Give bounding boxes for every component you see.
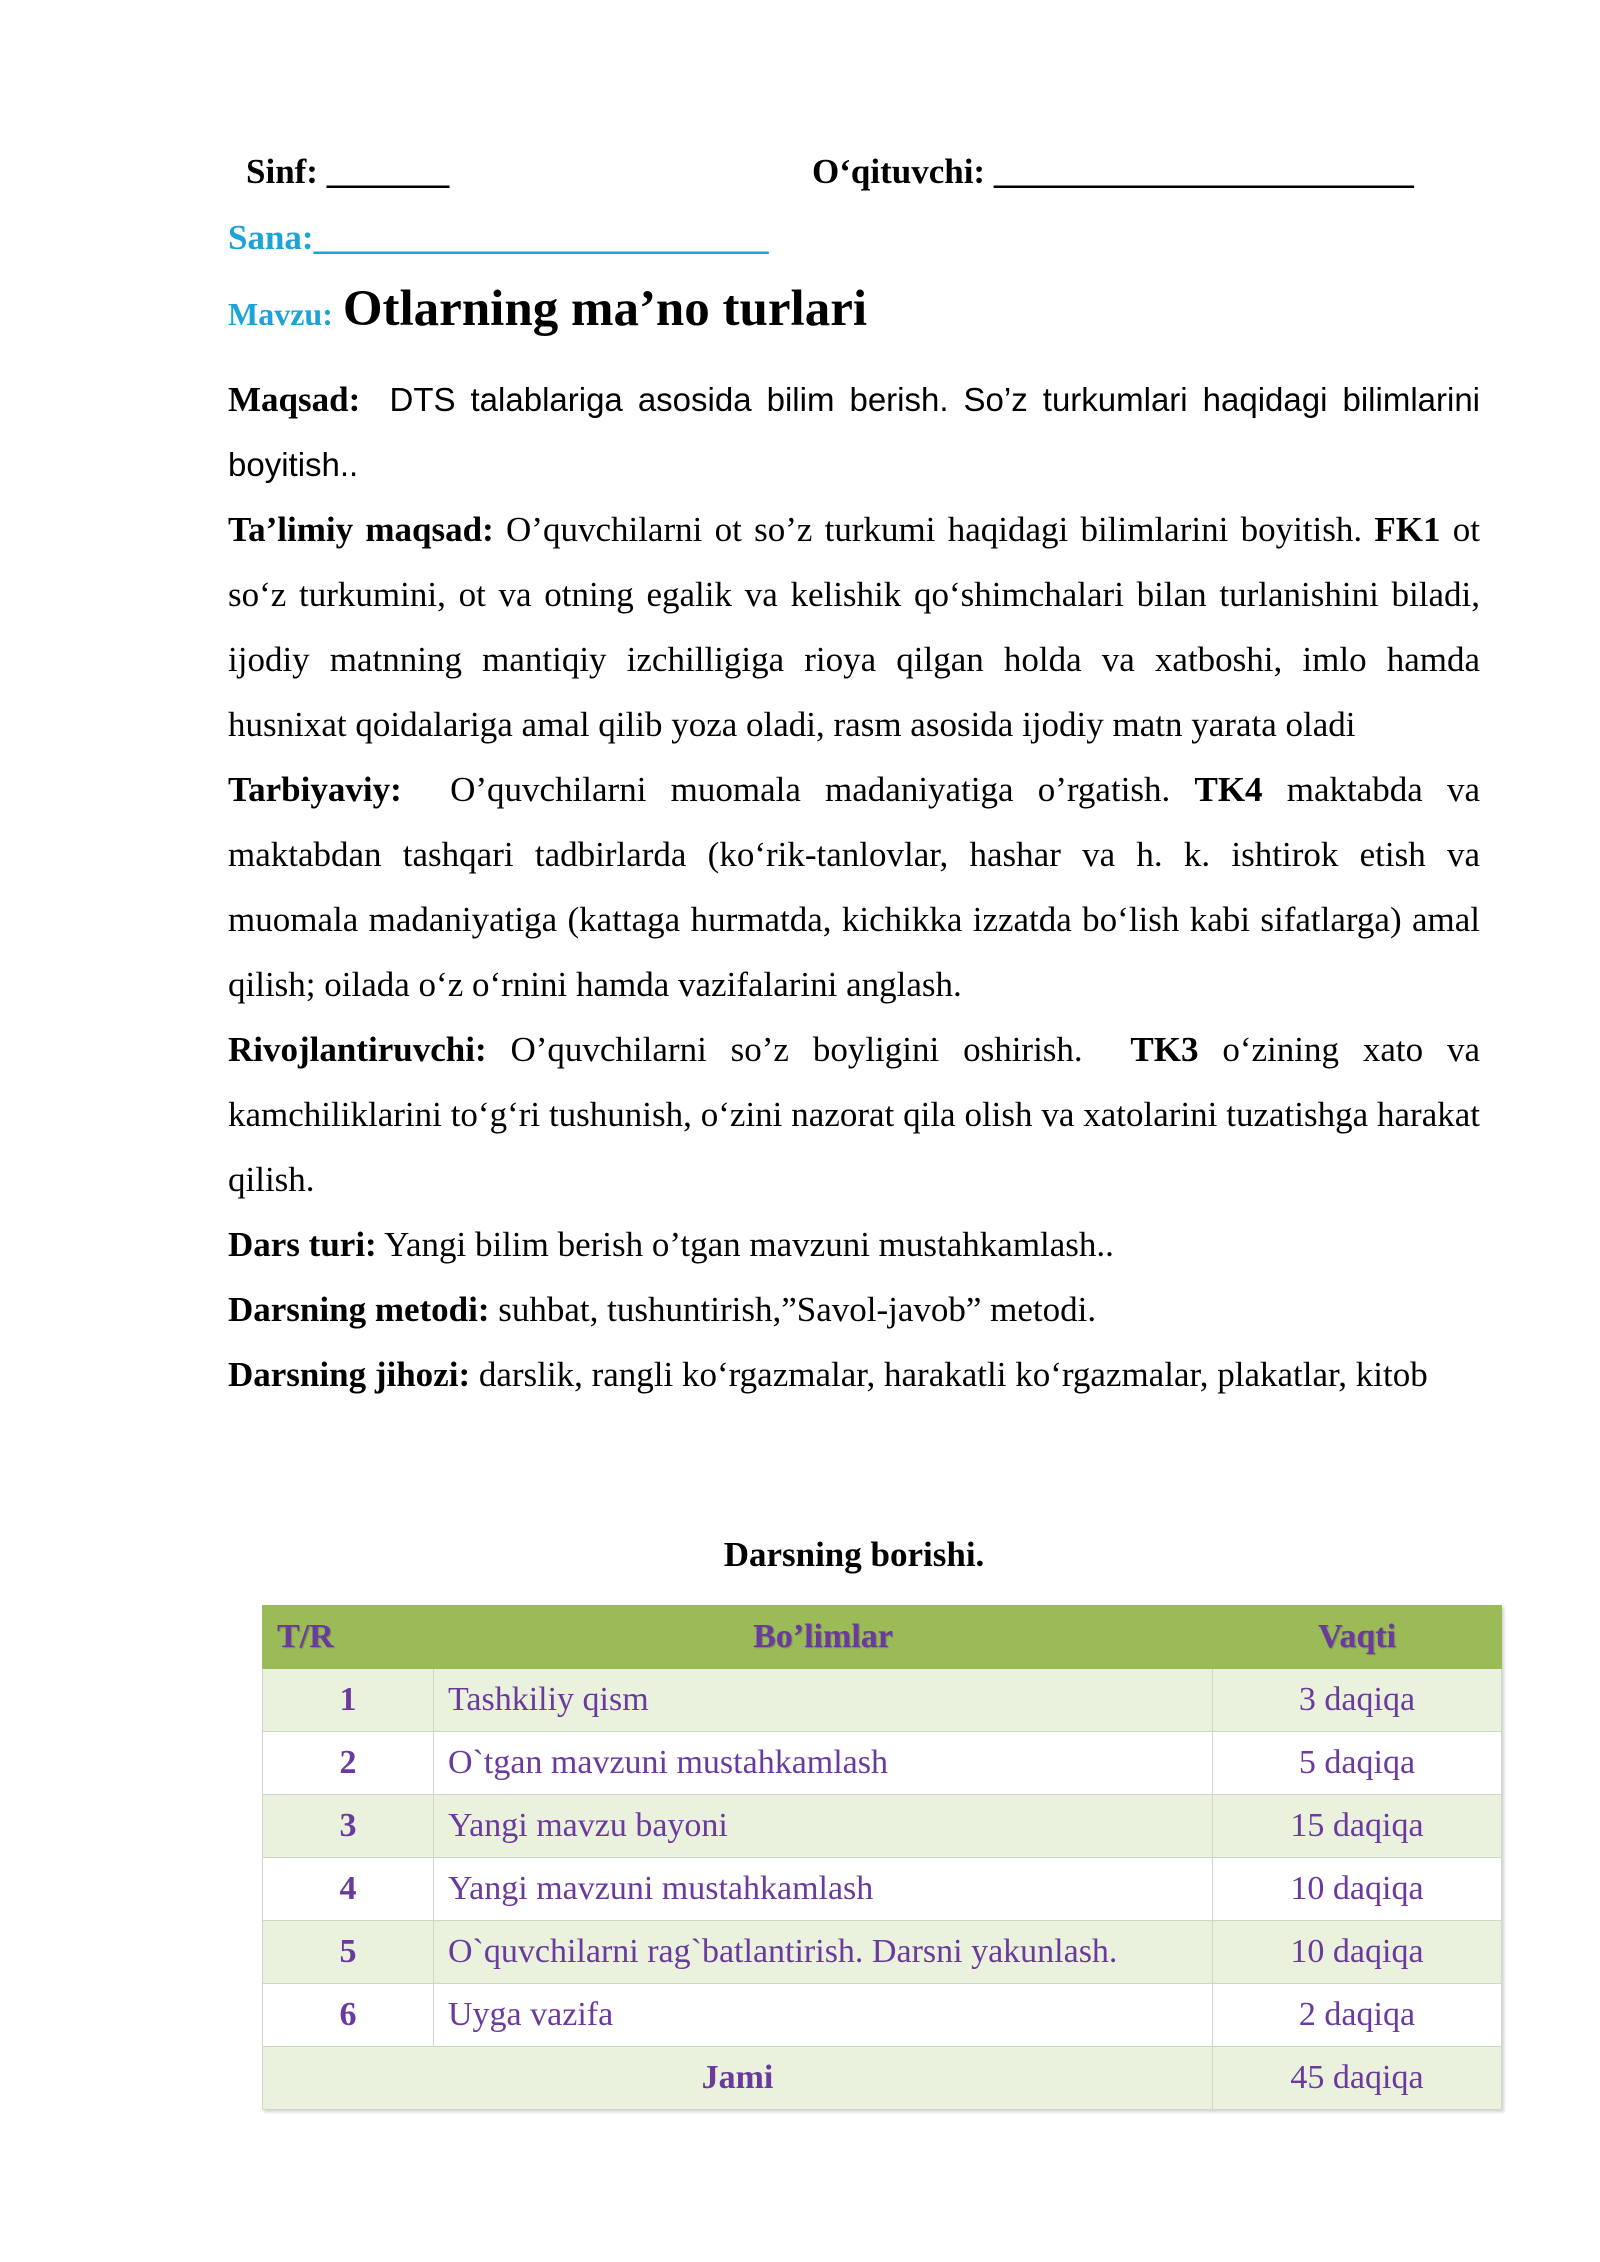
teacher-field: [812, 152, 1414, 192]
class-label: Sinf:: [246, 152, 318, 191]
educational-goal-label: Ta’limiy maqsad:: [228, 510, 494, 549]
row-time: 5 daqiqa: [1213, 1732, 1502, 1795]
lesson-type-label: Dars turi:: [228, 1225, 377, 1264]
equipment-paragraph: [228, 1342, 1480, 1407]
table-header-row: [263, 1606, 1502, 1669]
equipment-text: darslik, rangli ko‘rgazmalar, harakatli ko‘rgazmalar, plakatlar, kitob: [478, 1355, 1428, 1394]
row-number: 1: [263, 1669, 434, 1732]
developmental-goal-label: Rivojlantiruvchi:: [228, 1030, 487, 1069]
row-section: Yangi mavzuni mustahkamlash: [434, 1858, 1213, 1921]
row-section: Yangi mavzu bayoni: [434, 1795, 1213, 1858]
tk3-text: o‘zining xato va kamchiliklarini to‘g‘ri tushunish, o‘zini nazorat qila olish va xatolarini tuzatishga harakat qilish.: [228, 1030, 1480, 1199]
tk3-label: TK3: [1130, 1030, 1199, 1069]
row-section: O`quvchilarni rag`batlantirish. Darsni yakunlash.: [434, 1921, 1213, 1984]
method-text: suhbat, tushuntirish,”Savol-javob” metodi.: [498, 1290, 1097, 1329]
developmental-goal-text: O’quvchilarni so’z boyligini oshirish.: [510, 1030, 1083, 1069]
row-time: 2 daqiqa: [1213, 1984, 1502, 2047]
column-header-number: T/R: [263, 1606, 434, 1669]
row-time: 10 daqiqa: [1213, 1858, 1502, 1921]
date-field: [228, 218, 769, 258]
row-number: 4: [263, 1858, 434, 1921]
table-total-row: [263, 2047, 1502, 2110]
upbringing-goal-paragraph: [228, 757, 1480, 1017]
total-time: 45 daqiqa: [1213, 2047, 1502, 2110]
tk4-label: TK4: [1194, 770, 1263, 809]
total-label: Jami: [263, 2047, 1213, 2110]
row-number: 5: [263, 1921, 434, 1984]
row-time: 10 daqiqa: [1213, 1921, 1502, 1984]
row-section: Tashkiliy qism: [434, 1669, 1213, 1732]
teacher-blank: ________________________: [993, 152, 1414, 191]
method-paragraph: [228, 1277, 1480, 1342]
table-row: [263, 1858, 1502, 1921]
developmental-goal-paragraph: [228, 1017, 1480, 1212]
column-header-sections: Bo’limlar: [434, 1606, 1213, 1669]
class-field: [246, 152, 449, 192]
row-number: 2: [263, 1732, 434, 1795]
row-time: 15 daqiqa: [1213, 1795, 1502, 1858]
goal-label: Maqsad:: [228, 380, 361, 419]
class-blank: _______: [326, 152, 450, 191]
row-number: 3: [263, 1795, 434, 1858]
educational-goal-text: O’quvchilarni ot so’z turkumi haqidagi bilimlarini boyitish.: [506, 510, 1363, 549]
upbringing-goal-label: Tarbiyaviy:: [228, 770, 402, 809]
method-label: Darsning metodi:: [228, 1290, 490, 1329]
topic-row: [228, 280, 867, 338]
table-row: [263, 1984, 1502, 2047]
upbringing-goal-text: O’quvchilarni muomala madaniyatiga o’rgatish.: [450, 770, 1171, 809]
teacher-label: O‘qituvchi:: [812, 152, 986, 191]
row-section: O`tgan mavzuni mustahkamlash: [434, 1732, 1213, 1795]
row-time: 3 daqiqa: [1213, 1669, 1502, 1732]
lesson-plan-table: [262, 1605, 1502, 2110]
date-blank: __________________________: [313, 218, 769, 257]
goal-text: DTS talablariga asosida bilim berish. So’z turkumlari haqidagi bilimlarini boyitish..: [228, 381, 1481, 483]
lesson-type-paragraph: [228, 1212, 1480, 1277]
column-header-time: Vaqti: [1213, 1606, 1502, 1669]
goal-paragraph: [228, 367, 1480, 497]
table-row: [263, 1732, 1502, 1795]
lesson-flow-heading: Darsning borishi.: [723, 1535, 985, 1574]
date-label: Sana:: [228, 218, 314, 257]
lesson-type-text: Yangi bilim berish o’tgan mavzuni mustahkamlash..: [384, 1225, 1114, 1264]
equipment-label: Darsning jihozi:: [228, 1355, 471, 1394]
fk1-label: FK1: [1374, 510, 1441, 549]
fk1-text: ot so‘z turkumini, ot va otning egalik va kelishik qo‘shimchalari bilan turlanishini biladi, ijodiy matnning mantiqiy izchilligiga rioya qilgan holda va xatboshi, imlo hamda husnixat qoidalariga amal qilib yoza oladi, rasm asosida ijodiy matn yarata oladi: [228, 510, 1480, 744]
tk4-text: maktabda va maktabdan tashqari tadbirlarda (ko‘rik-tanlovlar, hashar va h. k. ishtirok etish va muomala madaniyatiga (kattaga hurmatda, kichikka izzatda bo‘lish kabi sifatlarga) amal qilish; oilada o‘z o‘rnini hamda vazifalarini anglash.: [228, 770, 1481, 1004]
row-number: 6: [263, 1984, 434, 2047]
table-row: [263, 1795, 1502, 1858]
row-section: Uyga vazifa: [434, 1984, 1213, 2047]
topic-label: Mavzu:: [228, 296, 333, 332]
page-title: Otlarning ma’no turlari: [342, 281, 868, 337]
lesson-goals: [228, 367, 1480, 1407]
table-row: [263, 1669, 1502, 1732]
table-row: [263, 1921, 1502, 1984]
educational-goal-paragraph: [228, 497, 1480, 757]
